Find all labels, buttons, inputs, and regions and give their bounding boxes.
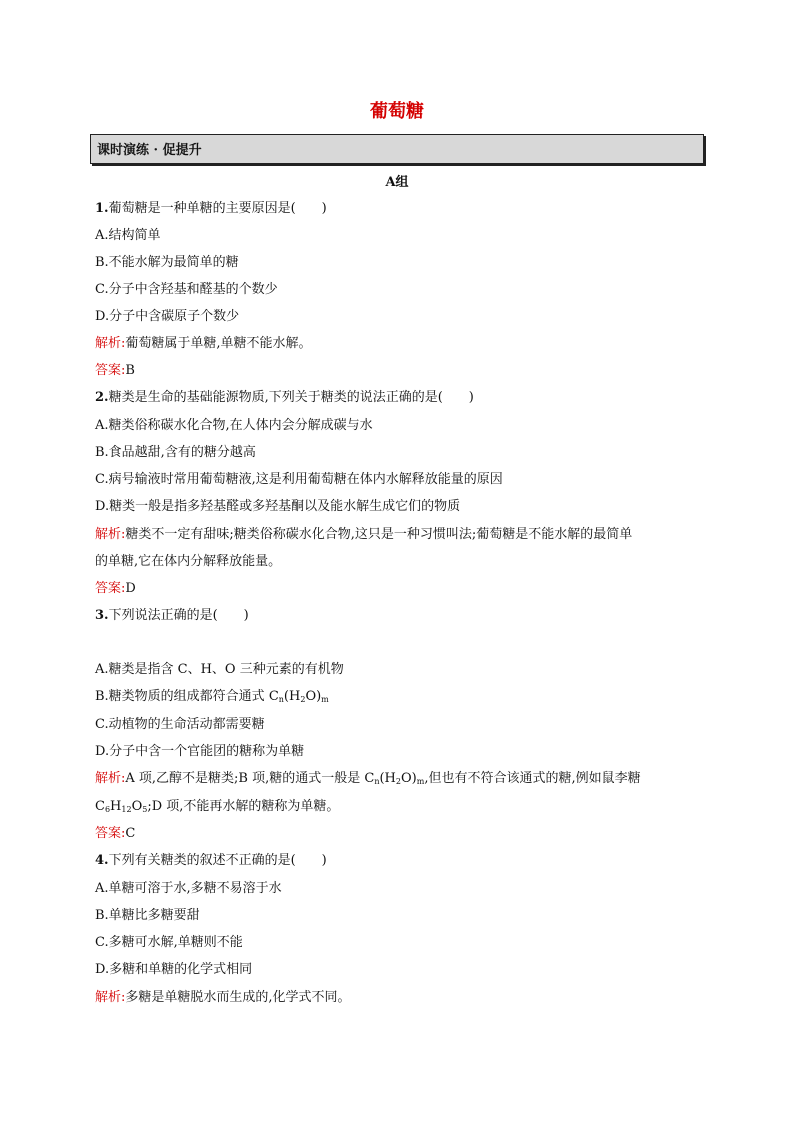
question-2-option-a: A.糖类俗称碳水化合物,在人体内会分解成碳与水	[95, 418, 373, 433]
question-3-answer-value: C	[125, 826, 136, 841]
question-3-stem	[95, 604, 249, 623]
analysis-label: 解析:	[95, 990, 126, 1005]
subscript: m	[416, 777, 425, 786]
question-4-analysis-text: 多糖是单糖脱水而生成的,化学式不同。	[125, 990, 351, 1005]
formula-text: B.糖类物质的组成都符合通式 C	[95, 689, 279, 704]
question-3-option-c: C.动植物的生命活动都需要糖	[95, 717, 265, 732]
answer-label: 答案:	[95, 363, 126, 378]
subscript: 2	[395, 777, 401, 786]
question-1-analysis	[95, 332, 312, 351]
subscript: n	[278, 695, 284, 704]
question-2-analysis-cont: 的单糖,它在体内分解释放能量。	[95, 554, 282, 569]
analysis-text: (H	[379, 771, 396, 786]
question-3-number: 3.	[95, 608, 109, 623]
question-2-number: 2.	[95, 390, 109, 405]
question-1-analysis-text: 葡萄糖属于单糖,单糖不能水解。	[125, 336, 312, 351]
analysis-label: 解析:	[95, 336, 126, 351]
section-title: 课时演练 · 促提升	[97, 143, 202, 158]
formula-text: O	[131, 799, 143, 814]
analysis-text: ;D 项,不能再水解的糖称为单糖。	[147, 799, 340, 814]
question-2-answer	[95, 577, 136, 596]
analysis-text: A 项,乙醇不是糖类;B 项,糖的通式一般是 C	[125, 771, 375, 786]
question-3-answer	[95, 822, 135, 841]
section-header	[90, 134, 704, 164]
formula-text: H	[110, 799, 122, 814]
question-1-option-b: B.不能水解为最简单的糖	[95, 255, 239, 270]
question-1-option-c: C.分子中含羟基和醛基的个数少	[95, 282, 278, 297]
subscript: n	[374, 777, 380, 786]
question-2-answer-value: D	[125, 581, 136, 596]
question-2-analysis-text: 糖类不一定有甜味;糖类俗称碳水化合物,这只是一种习惯叫法;葡萄糖是不能水解的最简单	[125, 527, 633, 542]
question-1-option-d: D.分子中含碳原子个数少	[95, 309, 240, 324]
analysis-text: ,但也有不符合该通式的糖,例如鼠李糖	[424, 771, 641, 786]
question-4-number: 4.	[95, 853, 109, 868]
question-3-analysis	[95, 767, 641, 786]
question-1-stem	[95, 197, 327, 216]
analysis-label: 解析:	[95, 527, 126, 542]
question-4-text: 下列有关糖类的叙述不正确的是( )	[108, 853, 327, 868]
analysis-label: 解析:	[95, 771, 126, 786]
subscript: 12	[121, 805, 132, 814]
question-3-analysis-cont	[95, 795, 339, 814]
question-2-stem	[95, 386, 474, 405]
question-4-option-c: C.多糖可水解,单糖则不能	[95, 935, 243, 950]
question-4-option-d: D.多糖和单糖的化学式相同	[95, 962, 253, 977]
question-3-option-a: A.糖类是指含 C、H、O 三种元素的有机物	[95, 662, 344, 677]
subscript: 5	[142, 805, 148, 814]
question-2-option-b: B.食品越甜,含有的糖分越高	[95, 445, 256, 460]
page-title: 葡萄糖	[370, 101, 424, 122]
question-4-option-a: A.单糖可溶于水,多糖不易溶于水	[95, 881, 282, 896]
formula-text: C	[95, 799, 105, 814]
question-1-number: 1.	[95, 201, 109, 216]
answer-label: 答案:	[95, 826, 126, 841]
question-4-stem	[95, 849, 327, 868]
question-3-text: 下列说法正确的是( )	[108, 608, 249, 623]
question-4-analysis	[95, 986, 351, 1005]
subscript: 6	[104, 805, 111, 814]
question-2-text: 糖类是生命的基础能源物质,下列关于糖类的说法正确的是( )	[108, 390, 474, 405]
subscript: m	[321, 695, 329, 704]
analysis-text: O)	[401, 771, 417, 786]
question-3-option-b	[95, 685, 329, 704]
question-1-answer-value: B	[125, 363, 135, 378]
question-1-answer	[95, 359, 135, 378]
question-2-option-d: D.糖类一般是指多羟基醛或多羟基酮以及能水解生成它们的物质	[95, 499, 461, 514]
question-1-option-a: A.结构简单	[95, 228, 161, 243]
question-2-option-c: C.病号输液时常用葡萄糖液,这是利用葡萄糖在体内水解释放能量的原因	[95, 472, 503, 487]
answer-label: 答案:	[95, 581, 126, 596]
question-3-option-d: D.分子中含一个官能团的糖称为单糖	[95, 744, 305, 759]
formula-text: (H	[283, 689, 301, 704]
question-4-option-b: B.单糖比多糖要甜	[95, 908, 200, 923]
group-label: A组	[385, 175, 409, 190]
question-2-analysis	[95, 523, 632, 542]
question-1-text: 葡萄糖是一种单糖的主要原因是( )	[108, 201, 327, 216]
subscript: 2	[300, 695, 306, 704]
formula-text: O)	[305, 689, 322, 704]
